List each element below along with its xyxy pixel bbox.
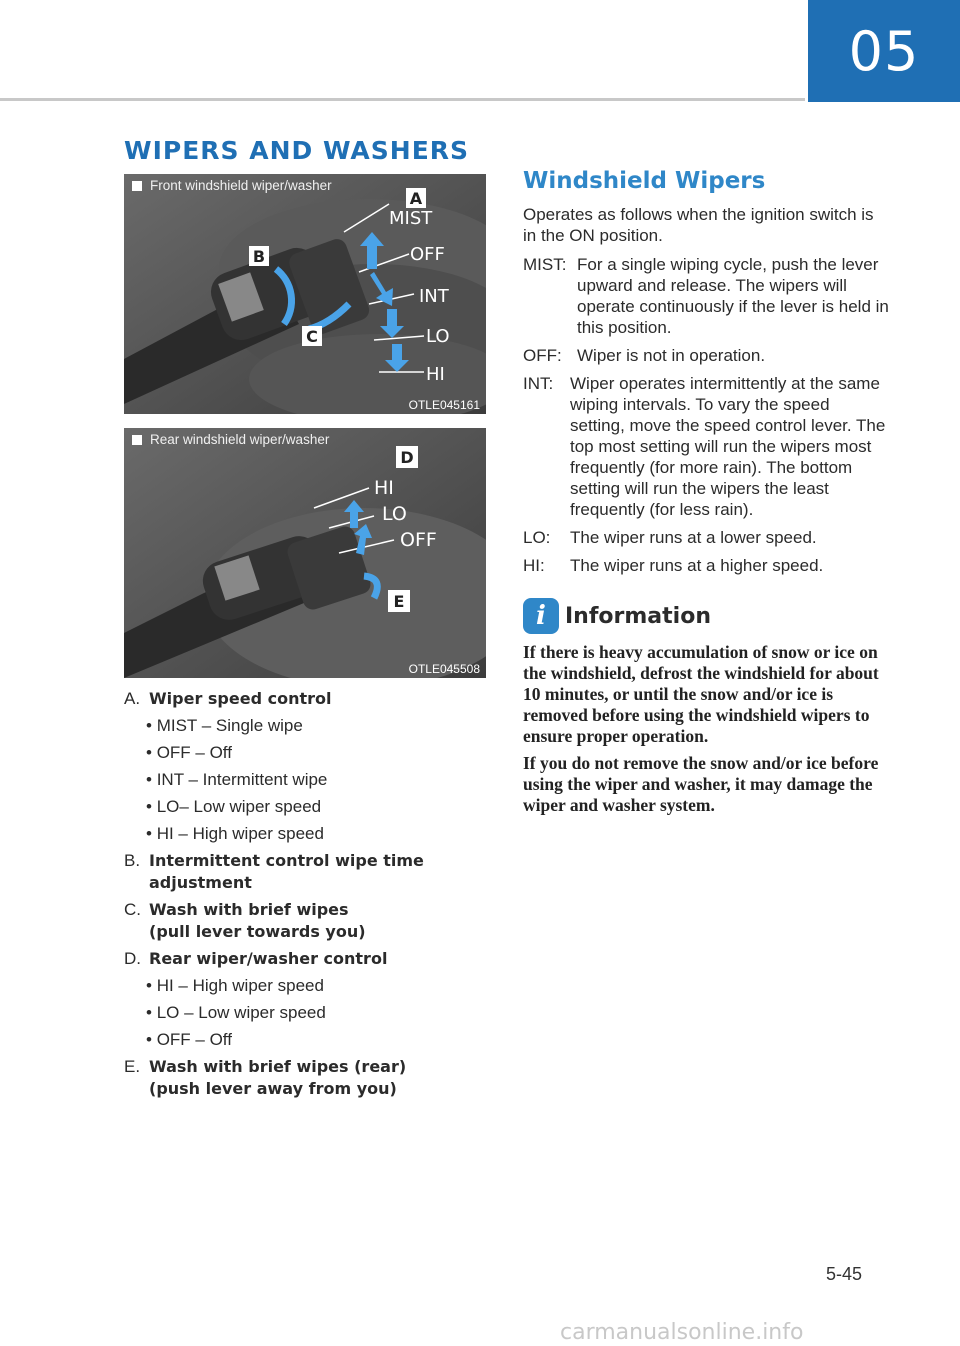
- information-paragraph: If you do not remove the snow and/or ice before using the wiper and washer, it may damage the wiper and washer system.: [523, 753, 879, 815]
- information-title: Information: [565, 603, 711, 629]
- subsection-title: Windshield Wipers: [523, 168, 766, 194]
- svg-text:D: D: [400, 448, 414, 467]
- list-item: C. Wash with brief wipes (pull lever towards you): [124, 900, 366, 941]
- figure-caption: Front windshield wiper/washer: [132, 178, 332, 193]
- bullet-list: • HI – High wiper speed • LO – Low wiper speed • OFF – Off: [124, 975, 484, 1051]
- label-off: OFF: [410, 244, 445, 265]
- front-wiper-figure: [124, 174, 486, 414]
- rear-stalk-illustration: [124, 428, 486, 678]
- information-header: [523, 598, 889, 634]
- list-item: A. Wiper speed control • MIST – Single wipe • OFF – Off • INT – Intermittent wipe • LO– Low wiper speed • HI – High wiper speed: [124, 688, 484, 845]
- svg-text:B: B: [252, 247, 266, 266]
- bullet-list: • MIST – Single wipe • OFF – Off • INT – Intermittent wipe • LO– Low wiper speed • HI – High wiper speed: [124, 715, 484, 845]
- svg-text:C: C: [306, 327, 318, 346]
- definition-off: OFF: Wiper is not in operation.: [523, 346, 766, 365]
- intro-text: Operates as follows when the ignition switch is in the ON position.: [523, 205, 874, 245]
- watermark: carmanualsonline.info: [560, 1320, 804, 1345]
- chapter-tab: 05: [808, 0, 960, 102]
- figure-code: OTLE045161: [408, 398, 480, 412]
- page-number: 5-45: [826, 1264, 863, 1284]
- information-paragraph: If there is heavy accumulation of snow or ice on the windshield, defrost the windshield for about 10 minutes, or until the snow and/or ice is removed before using the windshield wipers to ensure proper operation.: [523, 642, 879, 746]
- list-item: E. Wash with brief wipes (rear) (push lever away from you): [124, 1057, 407, 1098]
- square-bullet-icon: [132, 435, 142, 445]
- information-icon: i: [523, 598, 559, 634]
- definition-mist: MIST: For a single wiping cycle, push the lever upward and release. The wipers will operate continuously if the lever is held in this position.: [523, 255, 889, 337]
- label-hi: HI: [426, 364, 445, 385]
- label-hi: HI: [374, 477, 394, 499]
- definition-lo: LO: The wiper runs at a lower speed.: [523, 528, 817, 547]
- label-lo: LO: [382, 503, 407, 525]
- svg-text:E: E: [393, 592, 405, 611]
- svg-text:A: A: [409, 189, 423, 208]
- header-rule: [0, 98, 805, 101]
- label-off: OFF: [400, 529, 437, 551]
- figure-caption: Rear windshield wiper/washer: [132, 432, 329, 447]
- figure-code: OTLE045508: [408, 662, 480, 676]
- label-lo: LO: [426, 326, 450, 347]
- list-item: D. Rear wiper/washer control • HI – High wiper speed • LO – Low wiper speed • OFF – Off: [124, 948, 484, 1051]
- square-bullet-icon: [132, 181, 142, 191]
- control-list: [124, 688, 484, 1105]
- windshield-wipers-section: [523, 168, 889, 822]
- definition-hi: HI: The wiper runs at a higher speed.: [523, 556, 824, 575]
- label-int: INT: [419, 286, 449, 307]
- front-stalk-illustration: [124, 174, 486, 414]
- section-title: WIPERS AND WASHERS: [124, 136, 470, 165]
- label-mist: MIST: [389, 208, 433, 229]
- definition-int: INT: Wiper operates intermittently at the same wiping intervals. To vary the speed setting, move the speed control lever. The top most setting will run the wipers most frequently (for more rain). The bottom setting will run the wipers the least frequently (for less rain).: [523, 374, 886, 519]
- list-item: B. Intermittent control wipe time adjustment: [124, 851, 424, 892]
- rear-wiper-figure: [124, 428, 486, 678]
